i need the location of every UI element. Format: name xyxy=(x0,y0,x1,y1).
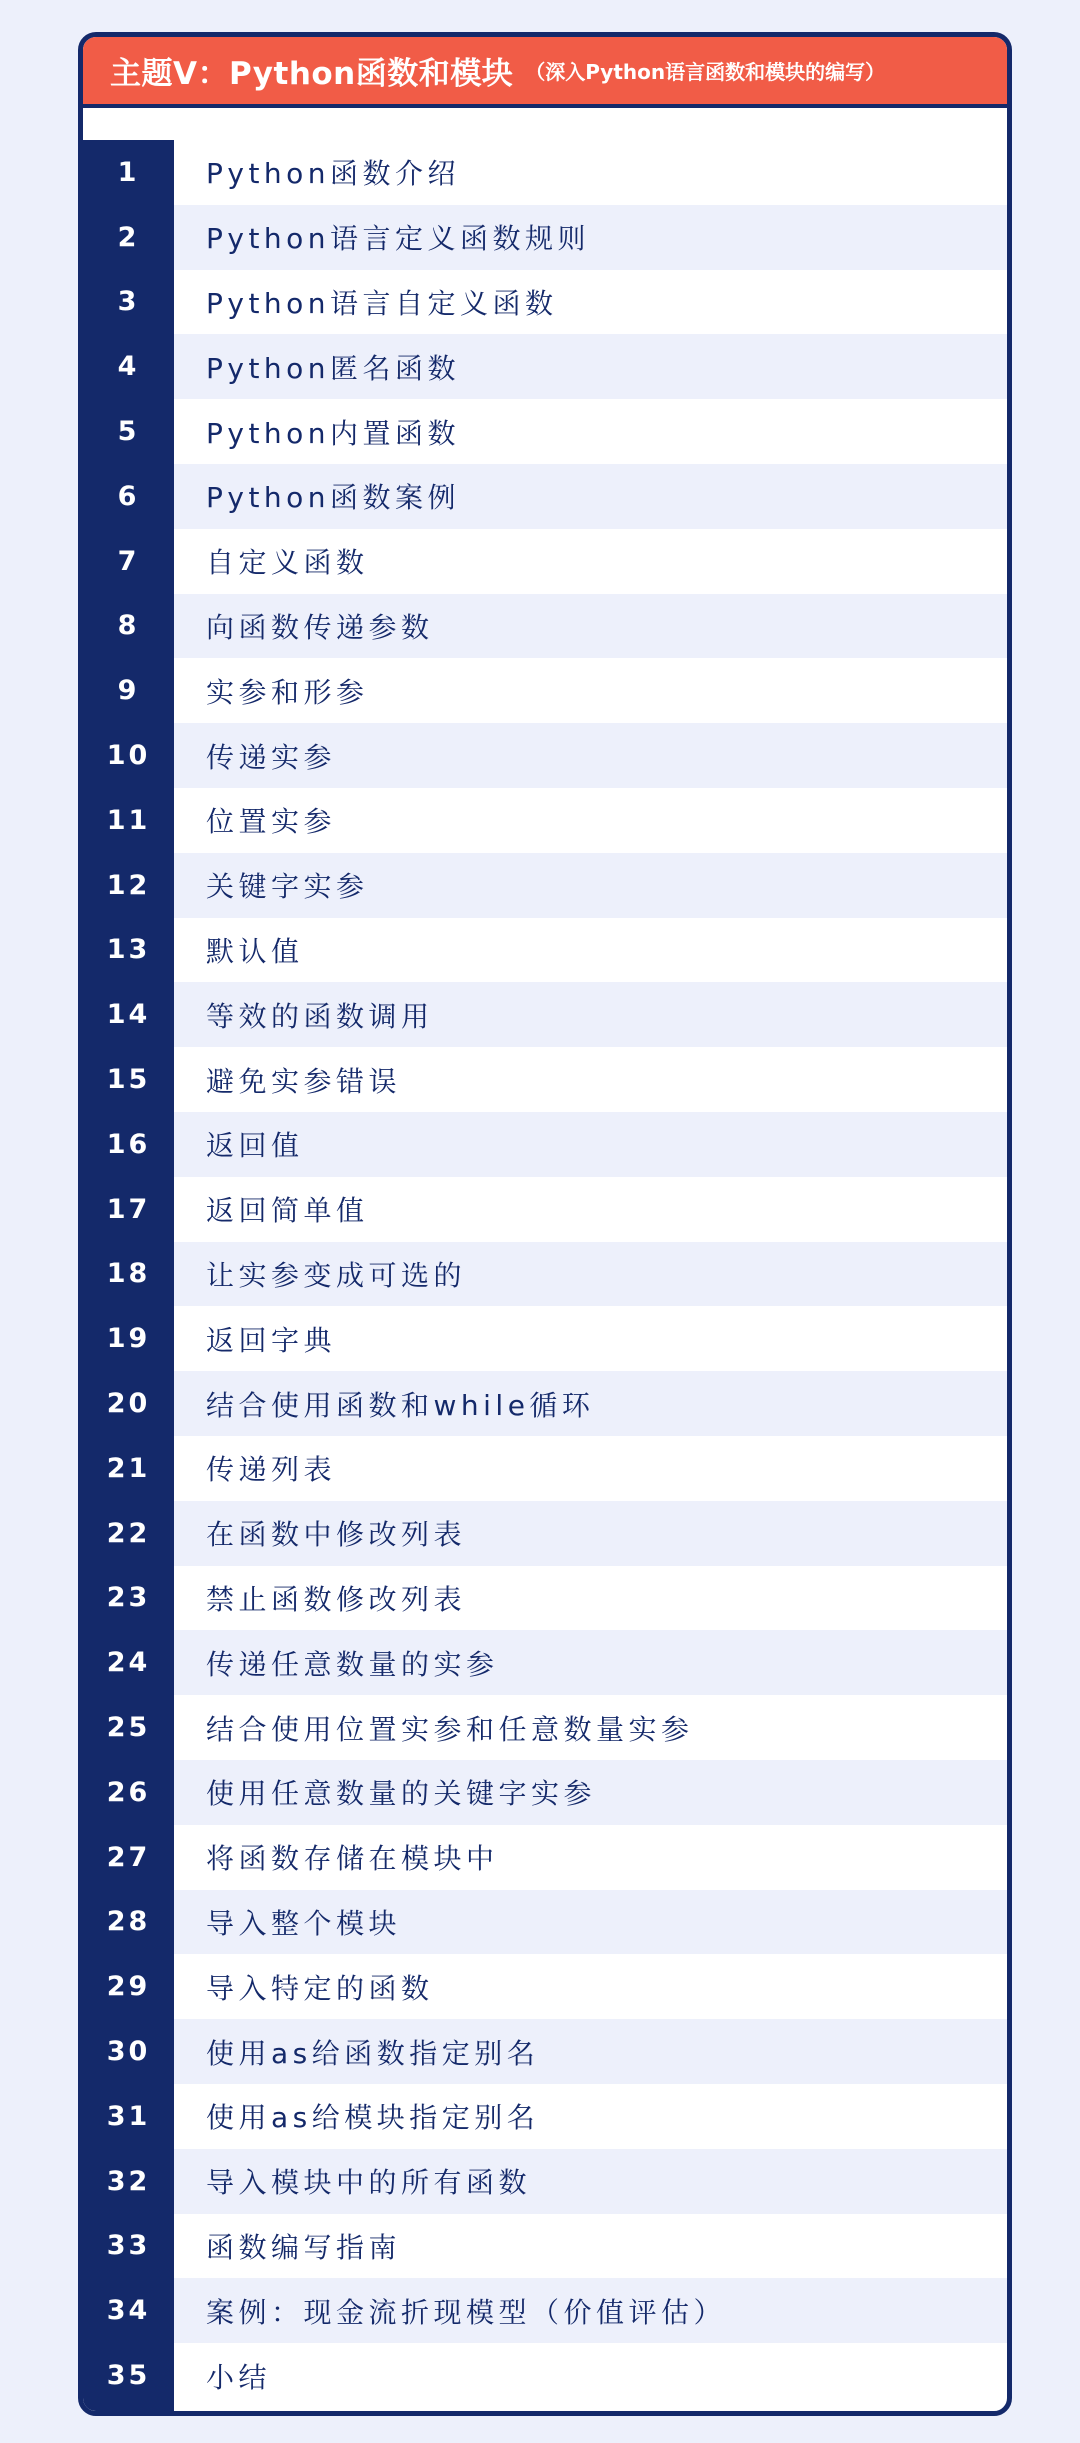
list-item-cell xyxy=(174,853,1007,918)
list-item-number: 6 xyxy=(117,480,140,512)
list-item-label: Python语言自定义函数 xyxy=(206,286,558,320)
list-item-number: 1 xyxy=(117,156,140,188)
list-item-label: 避免实参错误 xyxy=(206,1064,402,1098)
list-item xyxy=(83,529,1007,594)
list-item-cell xyxy=(174,399,1007,464)
list-item-number: 25 xyxy=(106,1712,151,1744)
list-item-label: 小结 xyxy=(206,2360,272,2394)
list-item-cell xyxy=(174,1630,1007,1695)
list-item-number: 7 xyxy=(117,545,140,577)
list-item xyxy=(83,1954,1007,2019)
list-item xyxy=(83,788,1007,853)
list-item-label: 关键字实参 xyxy=(206,870,369,904)
page-title: 主题V：Python函数和模块 xyxy=(110,56,514,92)
list-item-cell xyxy=(174,1112,1007,1177)
list-item-cell xyxy=(174,2214,1007,2279)
list-item xyxy=(83,1566,1007,1631)
list-item-cell xyxy=(174,982,1007,1047)
list-item-number: 33 xyxy=(106,2230,151,2262)
list-item xyxy=(83,1890,1007,1955)
list-item-label: 函数编写指南 xyxy=(206,2230,402,2264)
list-item-number: 14 xyxy=(106,999,151,1031)
list-item xyxy=(83,2019,1007,2084)
list-item xyxy=(83,1695,1007,1760)
list-item-number: 32 xyxy=(106,2165,151,2197)
list-item xyxy=(83,140,1007,205)
list-item xyxy=(83,205,1007,270)
list-item-number: 23 xyxy=(106,1582,151,1614)
list-item-cell xyxy=(174,1436,1007,1501)
list-item-label: 返回字典 xyxy=(206,1323,337,1357)
list-item-number: 20 xyxy=(106,1388,151,1420)
list-item-label: 让实参变成可选的 xyxy=(206,1258,467,1292)
list-item-label: 使用as给函数指定别名 xyxy=(206,2036,540,2070)
list-item-label: 默认值 xyxy=(206,934,304,968)
list-item xyxy=(83,270,1007,335)
list-item-label: 返回简单值 xyxy=(206,1194,369,1228)
list-item-cell xyxy=(174,334,1007,399)
list-item-label: Python函数案例 xyxy=(206,481,461,515)
page-subtitle: （深入Python语言函数和模块的编写） xyxy=(525,60,886,84)
list-item xyxy=(83,1436,1007,1501)
list-item-cell xyxy=(174,1047,1007,1112)
list-item xyxy=(83,1371,1007,1436)
list-item-number: 21 xyxy=(106,1452,151,1484)
topic-list xyxy=(83,140,1007,2411)
list-item-label: 将函数存储在模块中 xyxy=(206,1842,499,1876)
list-item-number: 26 xyxy=(106,1776,151,1808)
list-item-label: 返回值 xyxy=(206,1129,304,1163)
list-item-label: Python函数介绍 xyxy=(206,157,461,191)
list-item-number: 13 xyxy=(106,934,151,966)
list-item-label: 传递列表 xyxy=(206,1453,337,1487)
list-item-label: 导入模块中的所有函数 xyxy=(206,2166,532,2200)
list-item-cell xyxy=(174,1371,1007,1436)
list-item xyxy=(83,464,1007,529)
list-item-number: 17 xyxy=(106,1193,151,1225)
list-item-label: 实参和形参 xyxy=(206,675,369,709)
list-item-label: Python内置函数 xyxy=(206,416,461,450)
list-item-number: 30 xyxy=(106,2036,151,2068)
list-item xyxy=(83,1112,1007,1177)
list-item xyxy=(83,594,1007,659)
list-item xyxy=(83,1825,1007,1890)
list-item-number: 16 xyxy=(106,1128,151,1160)
list-item-number: 22 xyxy=(106,1517,151,1549)
card-header xyxy=(83,37,1007,108)
list-item-number: 18 xyxy=(106,1258,151,1290)
list-item xyxy=(83,2084,1007,2149)
list-item-cell xyxy=(174,1501,1007,1566)
list-item-cell xyxy=(174,1760,1007,1825)
list-item-cell xyxy=(174,2149,1007,2214)
list-item-number: 35 xyxy=(106,2360,151,2392)
list-item xyxy=(83,2214,1007,2279)
list-item-cell xyxy=(174,1890,1007,1955)
list-item xyxy=(83,1760,1007,1825)
list-item xyxy=(83,2149,1007,2214)
list-item xyxy=(83,1177,1007,1242)
list-item-cell xyxy=(174,1177,1007,1242)
list-item-number: 5 xyxy=(117,416,140,448)
list-item-label: 传递实参 xyxy=(206,740,337,774)
list-item-label: 等效的函数调用 xyxy=(206,999,434,1033)
list-item-cell xyxy=(174,658,1007,723)
list-item xyxy=(83,918,1007,983)
list-item xyxy=(83,334,1007,399)
list-item-label: 向函数传递参数 xyxy=(206,610,434,644)
list-item-number: 34 xyxy=(106,2295,151,2327)
list-item-number: 3 xyxy=(117,286,140,318)
list-item-cell xyxy=(174,529,1007,594)
list-item-label: 在函数中修改列表 xyxy=(206,1518,467,1552)
list-item-number: 29 xyxy=(106,1971,151,2003)
list-item xyxy=(83,2343,1007,2408)
list-item-number: 10 xyxy=(106,740,151,772)
list-item-label: 结合使用位置实参和任意数量实参 xyxy=(206,1712,694,1746)
list-item xyxy=(83,982,1007,1047)
list-item-cell xyxy=(174,1954,1007,2019)
list-item-number: 15 xyxy=(106,1064,151,1096)
list-item xyxy=(83,658,1007,723)
list-item-label: 使用任意数量的关键字实参 xyxy=(206,1777,597,1811)
list-item-label: 导入整个模块 xyxy=(206,1906,402,1940)
list-item-label: 结合使用函数和while循环 xyxy=(206,1388,595,1422)
list-item-cell xyxy=(174,1695,1007,1760)
list-item-number: 11 xyxy=(106,804,151,836)
list-item-number: 2 xyxy=(117,221,140,253)
list-item-cell xyxy=(174,140,1007,205)
list-item-label: 自定义函数 xyxy=(206,546,369,580)
list-item-number: 19 xyxy=(106,1323,151,1355)
list-item xyxy=(83,1501,1007,1566)
list-item-cell xyxy=(174,1242,1007,1307)
list-item-cell xyxy=(174,2019,1007,2084)
list-item-cell xyxy=(174,594,1007,659)
list-item-number: 9 xyxy=(117,675,140,707)
list-item-number: 31 xyxy=(106,2100,151,2132)
list-item-label: Python匿名函数 xyxy=(206,351,461,385)
list-item xyxy=(83,1242,1007,1307)
list-item-cell xyxy=(174,1306,1007,1371)
list-item-number: 27 xyxy=(106,1841,151,1873)
list-item xyxy=(83,1047,1007,1112)
list-item-number: 4 xyxy=(117,351,140,383)
list-item xyxy=(83,1630,1007,1695)
list-item-number: 12 xyxy=(106,869,151,901)
list-item-cell xyxy=(174,1566,1007,1631)
list-item-cell xyxy=(174,205,1007,270)
list-item-cell xyxy=(174,918,1007,983)
list-item-label: 位置实参 xyxy=(206,805,337,839)
list-item-cell xyxy=(174,723,1007,788)
list-item xyxy=(83,1306,1007,1371)
list-item xyxy=(83,853,1007,918)
list-item-cell xyxy=(174,270,1007,335)
list-item-cell xyxy=(174,2343,1007,2408)
list-item-label: 传递任意数量的实参 xyxy=(206,1647,499,1681)
topic-card xyxy=(78,32,1012,2416)
list-item-label: 禁止函数修改列表 xyxy=(206,1582,467,1616)
list-item xyxy=(83,399,1007,464)
list-item-cell xyxy=(174,2084,1007,2149)
list-item-number: 24 xyxy=(106,1647,151,1679)
list-item-label: 使用as给模块指定别名 xyxy=(206,2101,540,2135)
list-item-cell xyxy=(174,1825,1007,1890)
list-item-number: 8 xyxy=(117,610,140,642)
list-item-cell xyxy=(174,2278,1007,2343)
list-item-label: 案例：现金流折现模型（价值评估） xyxy=(206,2295,727,2329)
list-item-label: Python语言定义函数规则 xyxy=(206,222,591,256)
list-item-number: 28 xyxy=(106,1906,151,1938)
list-item-cell xyxy=(174,788,1007,853)
list-item-cell xyxy=(174,464,1007,529)
list-item xyxy=(83,723,1007,788)
list-item-label: 导入特定的函数 xyxy=(206,1971,434,2005)
list-item xyxy=(83,2278,1007,2343)
